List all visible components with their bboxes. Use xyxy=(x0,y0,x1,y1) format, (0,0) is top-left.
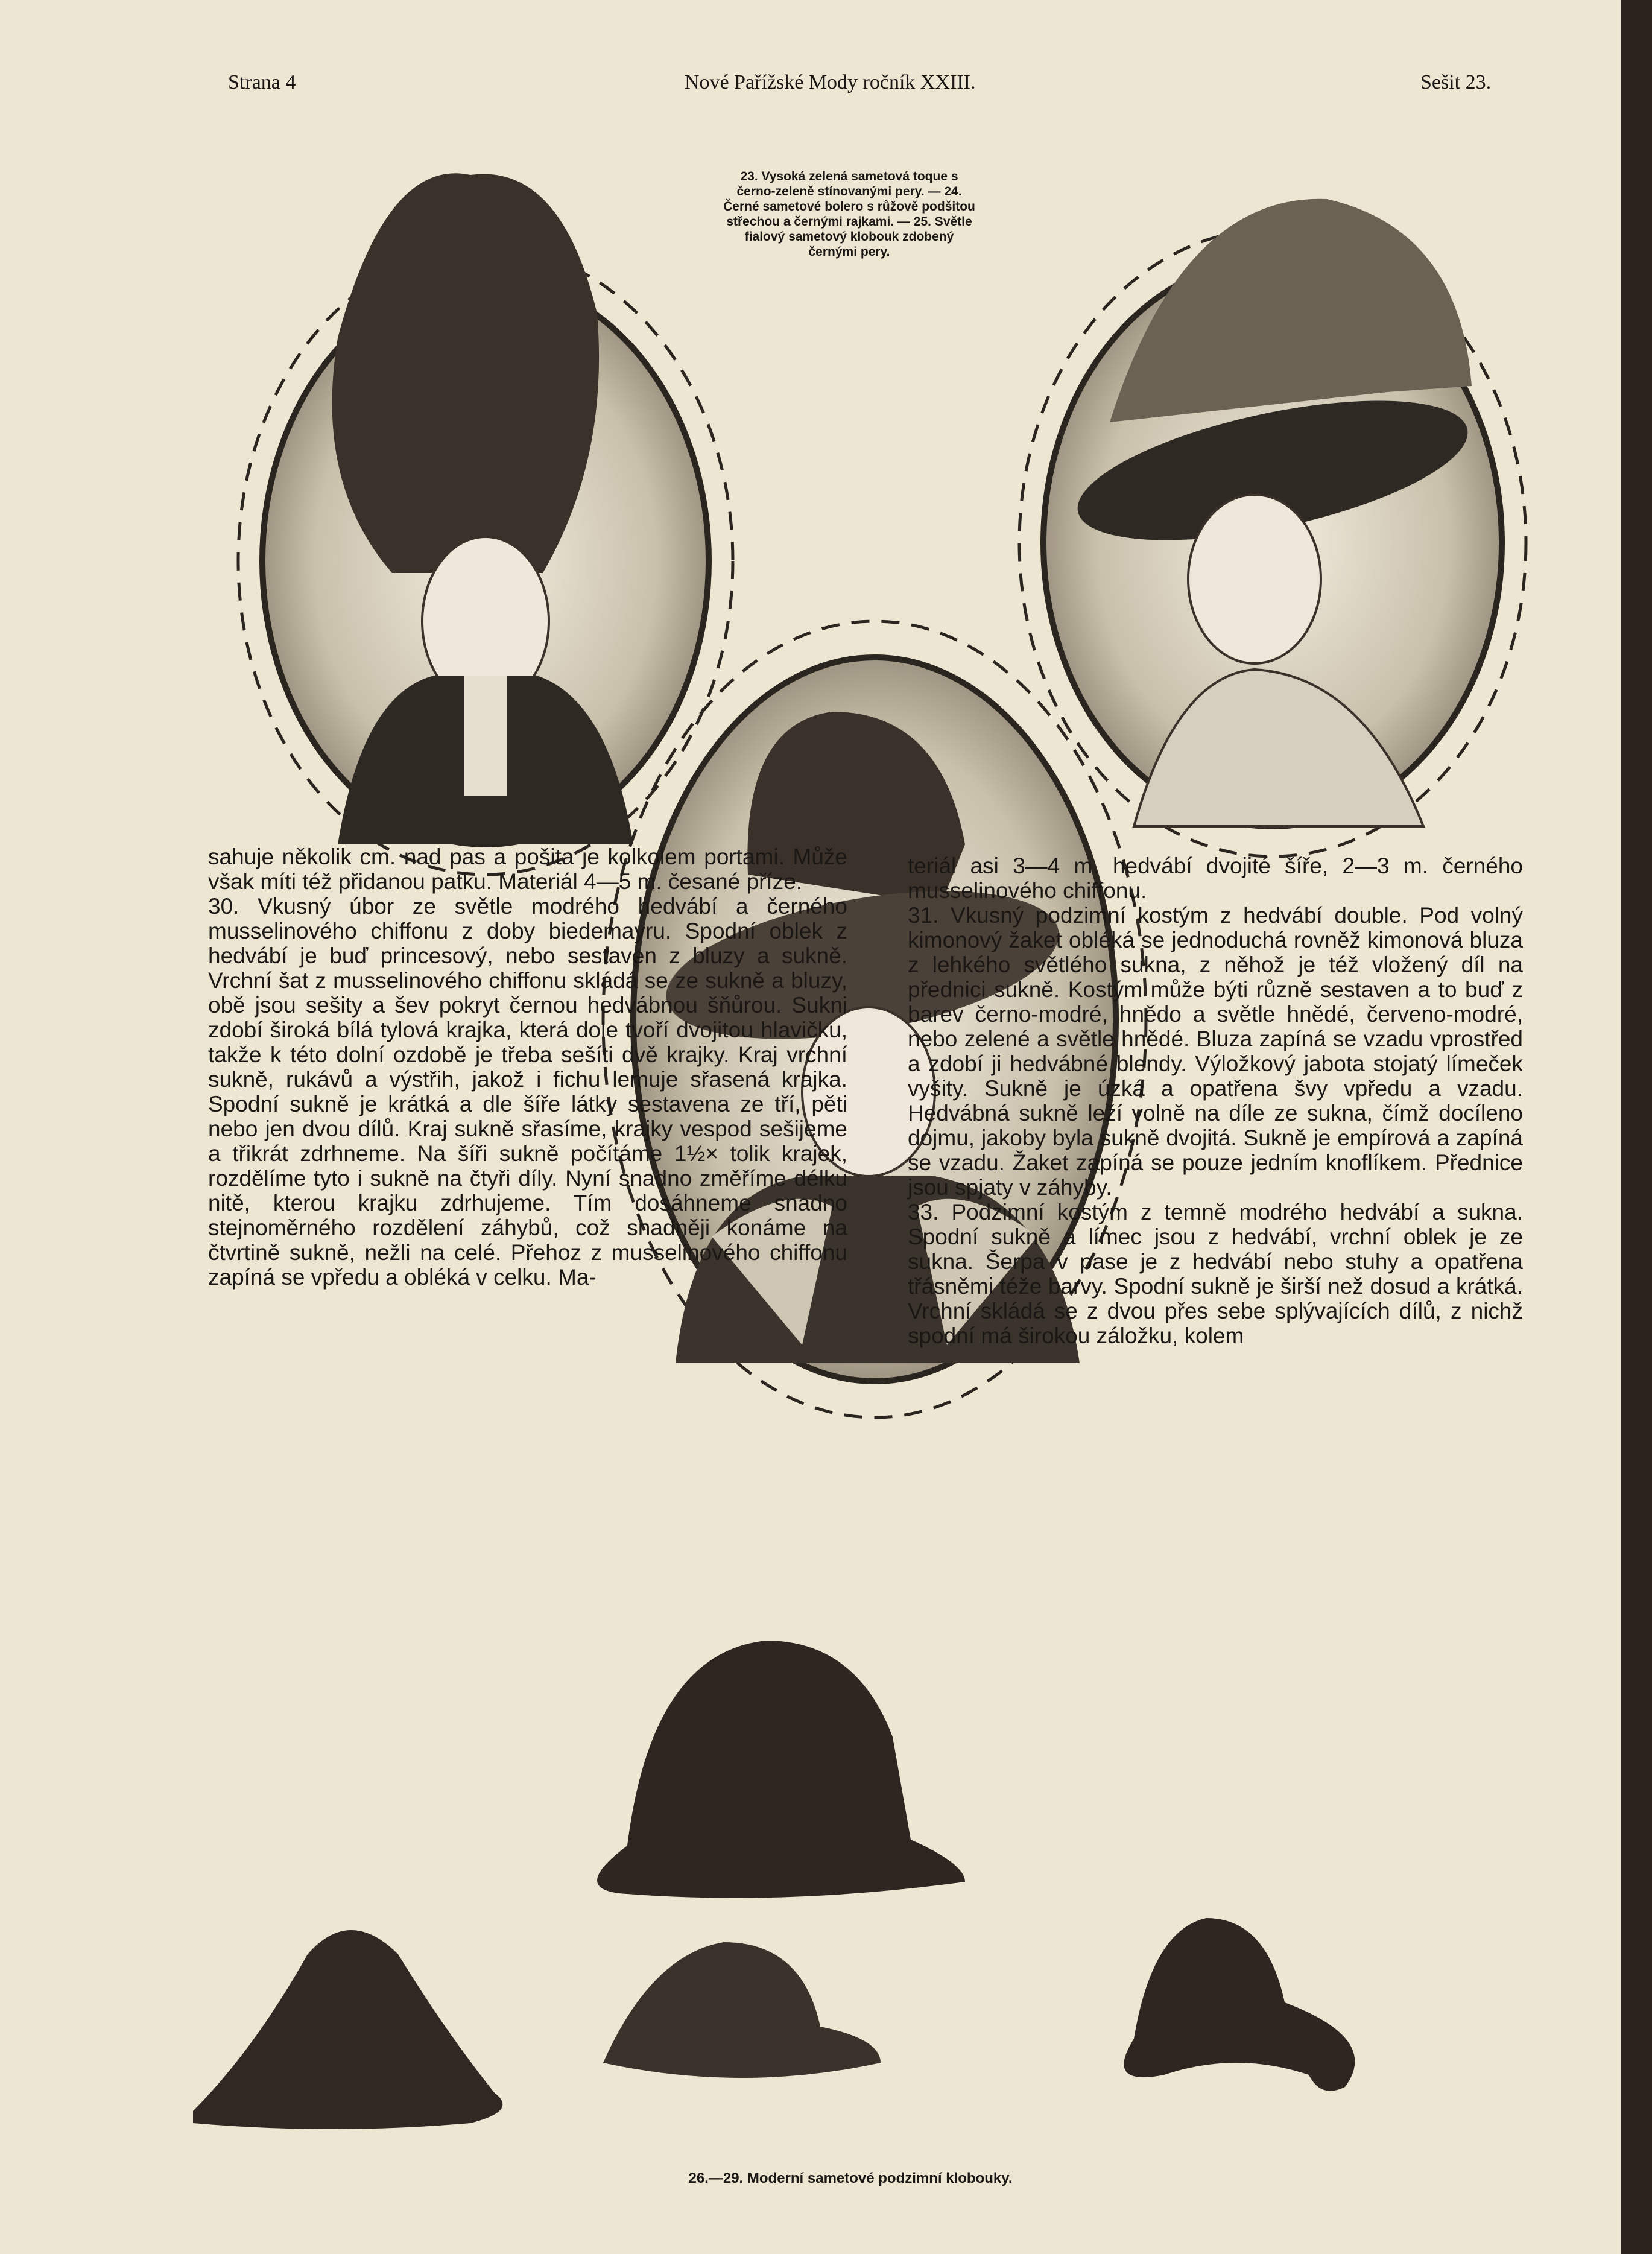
paragraph: 33. Podzimní kostým z temně modrého hedvábí a sukna. Spodní sukně a límec jsou z hedvábí, vrchní oblek je ze sukna. Šerpa v pase je z hedvábí nebo stuhy a opatřena třásněmi téže barvy. Spodní sukně je širší než dosud a krátká. Vrchní skládá se z dvou přes sebe splývajících dílů, z nichž spodní má širokou záložku, kolem xyxy=(908,1200,1523,1348)
page-number: Strana 4 xyxy=(228,71,296,93)
figure-caption-top: 23. Vysoká zelená sametová toque s černo-zeleně stínovanými pery. — 24. Černé sametové bolero s růžově podšitou střechou a černými rajkami. — 25. Světle fialový sametový klobouk zdobený černými pery. xyxy=(723,169,975,259)
paragraph: sahuje několik cm. nad pas a pošita je kolkolem portami. Může však míti též přidanou patku. Materiál 4—5 m. česané příze. xyxy=(208,844,847,894)
hat-29 xyxy=(1124,1918,1355,2091)
paragraph: 31. Vkusný podzimní kostým z hedvábí double. Pod volný kimonový žaket obléká se jednoduchá rovněž kimonová bluza z lehkého světlého sukna, z něhož je též vložený díl na přednici sukně. Kostým může býti různě sestaven a to buď z barev černo-modré, hnědo a světle hnědé, červeno-modré, nebo zelené a světle hnědé. Bluza zapíná se vzadu vprostřed a zdobí ji hedvábné blendy. Výložkový jabota stojatý límeček vyšity. Sukně je úzká a opatřena švy vpředu a vzadu. Hedvábná sukně leží volně na díle ze sukna, čímž docíleno dojmu, jakoby byla sukně dvojitá. Sukně je empírová a zapíná se vzadu. Žaket zapíná se pouze jedním knoflíkem. Přednice jsou spjaty v záhyby. xyxy=(908,903,1523,1200)
issue-number: Sešit 23. xyxy=(1420,71,1492,93)
journal-title: Nové Pařížské Mody ročník XXIII. xyxy=(685,71,976,93)
portrait-hat-23 xyxy=(238,173,733,875)
hat-28 xyxy=(603,1942,881,2078)
figure-caption-bottom: 26.—29. Moderní sametové podzimní klobouky. xyxy=(688,2170,1013,2186)
hats-illustration xyxy=(181,1616,1568,2147)
hat-26 xyxy=(597,1641,965,1898)
portrait-hat-25 xyxy=(1019,199,1526,856)
paragraph: 30. Vkusný úbor ze světle modrého hedvábí a černého musselinového chiffonu z doby biedemayru. Spodní oblek z hedvábí je buď princesový, nebo sestaven z bluzy a sukně. Vrchní šat z musselinového chiffonu skládá se ze sukně a bluzy, obě jsou sešity a šev pokryt černou hedvábnou šňůrou. Sukni zdobí široká bílá tylová krajka, která dole tvoří dvojitou hlavičku, takže k této dolní ozdobě je třeba sešíti dvě krajky. Kraj vrchní sukně, rukávů a výstřih, jakož i fichu lemuje sřasená krajka. Spodní sukně je krátká a dle šíře látky sestavena ze tří, pěti nebo jen dvou dílů. Kraj sukně sřasíme, krajky vespod sešijeme a třikrát zdrhneme. Na šíři sukně počítáme 1½× tolik krajek, rozdělíme tyto i sukně na čtyři díly. Nyní snadno změříme délku nitě, kterou krajku zdrhujeme. Tím dosáhneme snadno stejnoměrného rozdělení záhybů, což snadněji konáme na čtvrtině sukně, nežli na celé. Přehoz z musselinového chiffonu zapíná se vpředu a obléká v celku. Ma- xyxy=(208,894,847,1290)
left-text-column xyxy=(208,844,847,1290)
right-text-column xyxy=(908,853,1523,1348)
paragraph: teriál asi 3—4 m. hedvábí dvojité šíře, 2—3 m. černého musselinového chiffonu. xyxy=(908,853,1523,903)
hat-27 xyxy=(193,1930,502,2129)
